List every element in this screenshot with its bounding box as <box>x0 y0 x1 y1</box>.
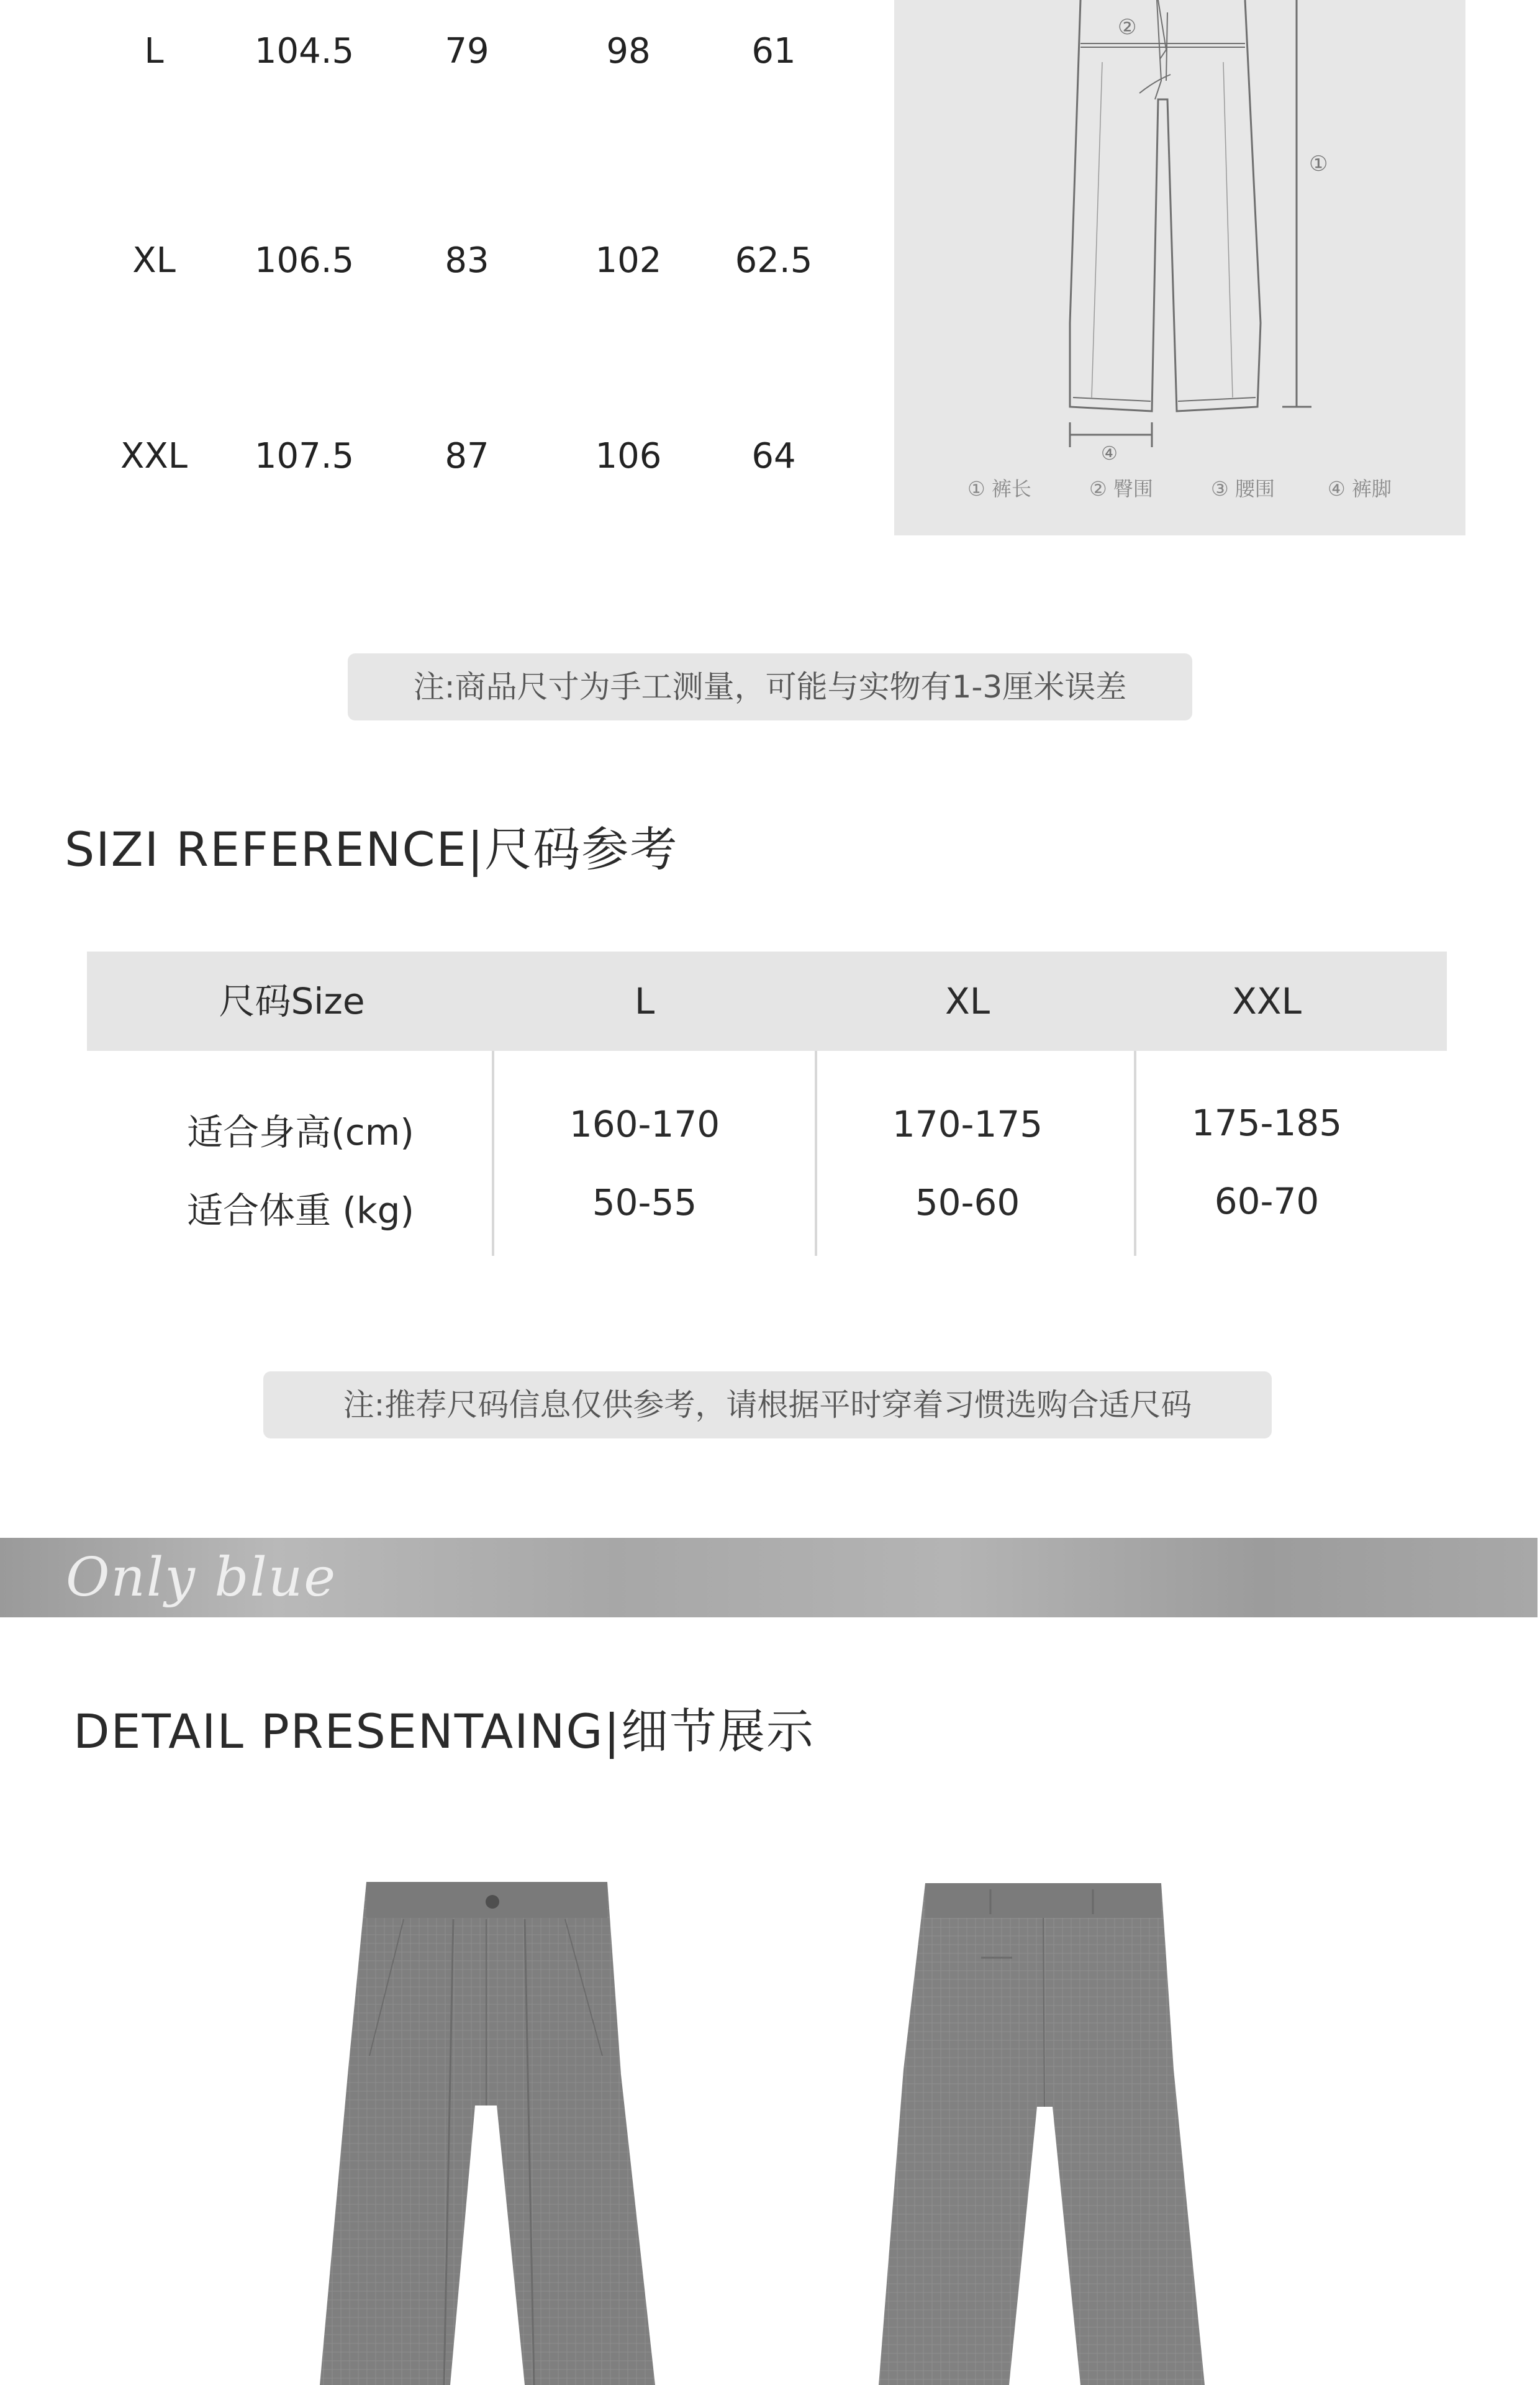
banner-text: Only blue <box>66 1547 337 1609</box>
measure-value: 79 <box>445 31 489 71</box>
measure-value: 98 <box>606 31 651 71</box>
size-label: XXL <box>120 436 188 476</box>
measurement-diagram <box>894 0 1465 535</box>
measure-value: 104.5 <box>254 31 355 71</box>
header-xl: XL <box>944 980 990 1022</box>
measure-value: 106 <box>595 436 662 476</box>
measure-value: 102 <box>595 240 662 281</box>
weight-l: 50-55 <box>592 1181 697 1224</box>
header-l: L <box>634 980 655 1022</box>
size-row-l <box>0 20 869 83</box>
column-divider <box>492 1051 494 1256</box>
detail-heading: DETAIL PRESENTAING|细节展示 <box>73 1704 815 1759</box>
weight-xxl: 60-70 <box>1214 1180 1320 1222</box>
row-label-weight: 适合体重 (kg) <box>186 1189 415 1232</box>
legend-length: ① 裤长 <box>967 477 1031 501</box>
measure-value: 87 <box>445 436 489 476</box>
size-label: L <box>144 31 164 71</box>
marker-four: ④ <box>1101 443 1118 465</box>
marker-two: ② <box>1118 15 1137 40</box>
height-xl: 170-175 <box>892 1103 1043 1145</box>
row-label-height: 适合身高(cm) <box>187 1111 414 1153</box>
measure-value: 107.5 <box>254 436 355 476</box>
measure-value: 61 <box>751 31 796 71</box>
table-header <box>87 952 1447 1051</box>
legend-waist: ③ 腰围 <box>1211 477 1275 501</box>
measure-value: 62.5 <box>735 240 813 281</box>
trousers-back-photo <box>876 1871 1211 2385</box>
reference-note: 注:推荐尺码信息仅供参考，请根据平时穿着习惯选购合适尺码 <box>263 1371 1272 1438</box>
measure-value: 64 <box>751 436 796 476</box>
marker-one: ① <box>1309 152 1328 176</box>
trousers-sketch-icon <box>894 0 1465 535</box>
measure-value: 83 <box>445 240 489 281</box>
header-xxl: XXL <box>1232 980 1302 1022</box>
measurement-note: 注:商品尺寸为手工测量，可能与实物有1-3厘米误差 <box>348 653 1192 720</box>
column-divider <box>815 1051 817 1256</box>
measure-value: 106.5 <box>254 240 355 281</box>
size-row-xxl <box>0 425 869 488</box>
header-size: 尺码Size <box>219 980 365 1022</box>
legend-hem: ④ 裤脚 <box>1328 477 1392 501</box>
size-reference-table <box>87 952 1447 1256</box>
height-xxl: 175-185 <box>1191 1102 1343 1144</box>
column-divider <box>1134 1051 1136 1256</box>
size-reference-heading: SIZI REFERENCE|尺码参考 <box>65 822 679 877</box>
trousers-front-photo <box>310 1869 658 2385</box>
weight-xl: 50-60 <box>915 1181 1020 1224</box>
size-label: XL <box>132 240 176 281</box>
brand-banner <box>0 1538 1538 1617</box>
legend-hip: ② 臀围 <box>1089 477 1153 501</box>
height-l: 160-170 <box>569 1103 720 1145</box>
size-row-xl <box>0 230 869 292</box>
